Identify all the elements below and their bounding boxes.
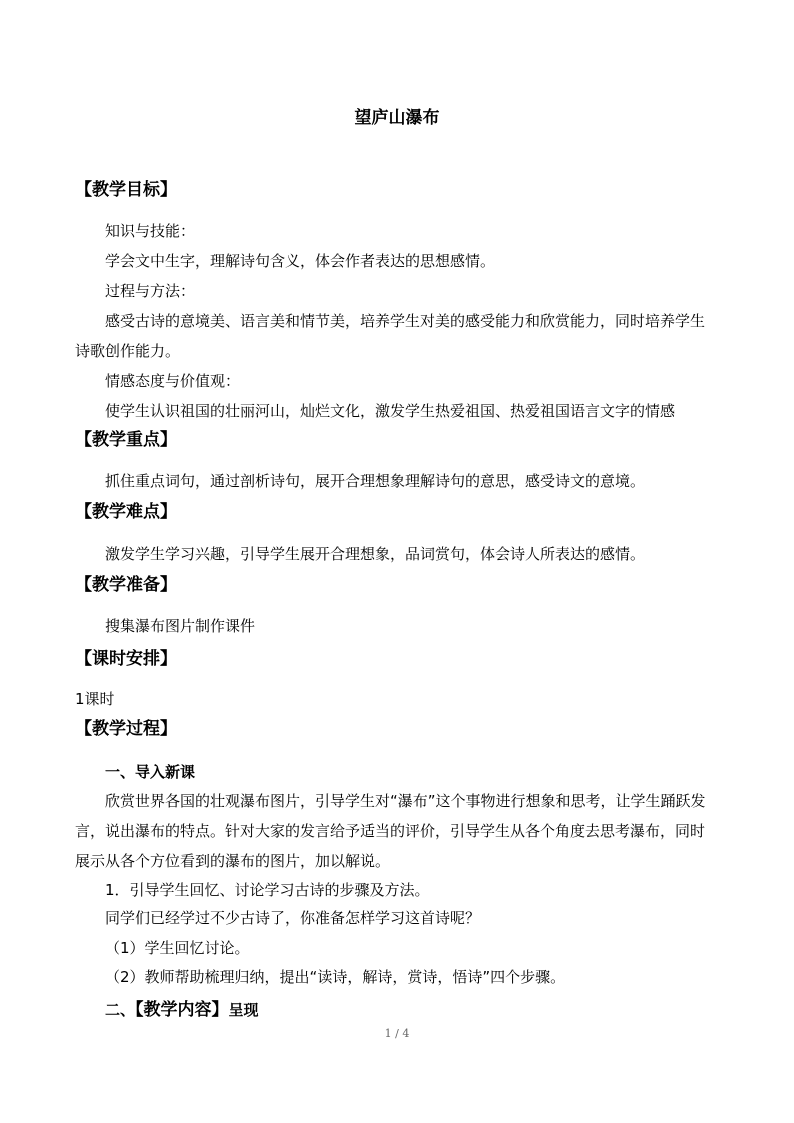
schedule-text: 1课时 <box>75 690 115 708</box>
process-label: 过程与方法： <box>105 282 196 300</box>
key-points-text: 抓住重点词句，通过剖析诗句，展开合理想象理解诗句的意思，感受诗文的意境。 <box>105 472 646 490</box>
knowledge-label: 知识与技能： <box>105 222 196 240</box>
preparation-text: 搜集瀑布图片制作课件 <box>105 617 256 635</box>
step1-title: 一、导入新课 <box>105 763 196 781</box>
step2-suffix: 呈现 <box>228 1001 259 1019</box>
question-text: 同学们已经学过不少古诗了，你准备怎样学习这首诗呢？ <box>105 909 481 927</box>
difficulties-heading: 【教学难点】 <box>75 502 177 522</box>
key-points-heading: 【教学重点】 <box>75 430 177 450</box>
process-text: 感受古诗的意境美、语言美和情节美，培养学生对美的感受能力和欣赏能力，同时培养学生诗歌创作能力。 <box>75 312 706 360</box>
sub2-text: （2）教师帮助梳理归纳，提出“读诗，解诗，赏诗，悟诗”四个步骤。 <box>105 968 566 986</box>
process-heading: 【教学过程】 <box>75 719 177 739</box>
step2-prefix: 二、 <box>105 1001 136 1019</box>
knowledge-text: 学会文中生字，理解诗句含义，体会作者表达的思想感情。 <box>105 252 496 270</box>
page-number: 1 / 4 <box>384 1027 410 1040</box>
schedule-heading: 【课时安排】 <box>75 649 177 669</box>
emotion-text: 使学生认识祖国的壮丽河山，灿烂文化，激发学生热爱祖国、热爱祖国语言文字的情感 <box>105 402 676 420</box>
step2-title <box>105 998 259 1022</box>
intro-text: 欣赏世界各国的壮观瀑布图片，引导学生对“瀑布”这个事物进行想象和思考，让学生踊跃发言，说出瀑布的特点。针对大家的发言给予适当的评价，引导学生从各个角度去思考瀑布，同时展示从各个方位看到的瀑布的图片，加以解说。 <box>75 792 706 870</box>
difficulties-text: 激发学生学习兴趣，引导学生展开合理想象，品词赏句，体会诗人所表达的感情。 <box>105 545 646 563</box>
item1-text: 1．引导学生回忆、讨论学习古诗的步骤及方法。 <box>105 881 430 899</box>
document-title: 望庐山瀑布 <box>354 108 440 128</box>
emotion-label: 情感态度与价值观： <box>105 372 241 390</box>
preparation-heading: 【教学准备】 <box>75 575 177 595</box>
sub1-text: （1）学生回忆讨论。 <box>105 939 250 957</box>
step2-bracket: 【教学内容】 <box>135 1000 229 1020</box>
goals-heading: 【教学目标】 <box>75 180 177 200</box>
